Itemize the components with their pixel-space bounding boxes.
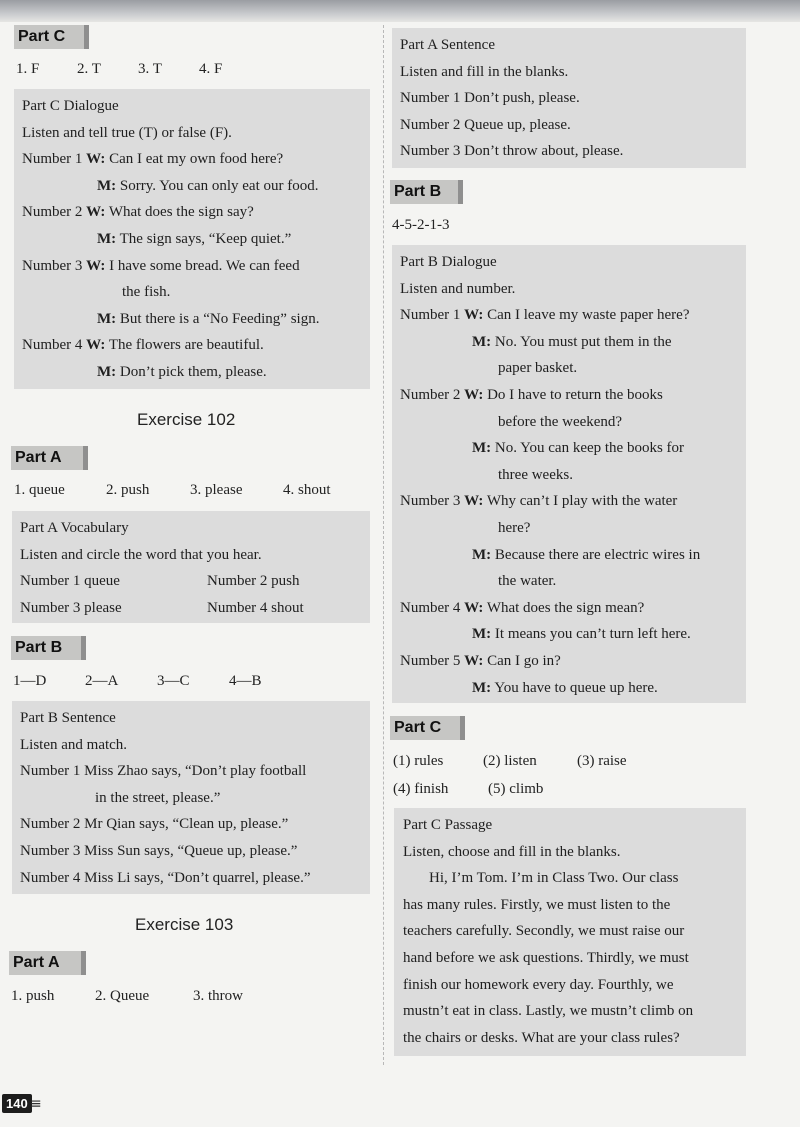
speaker-m: M: xyxy=(97,363,117,380)
dialogue-line-cont: paper basket. xyxy=(498,360,578,377)
dialogue-list xyxy=(400,302,738,701)
answer-item: (4) finish xyxy=(393,781,449,797)
dialogue-line xyxy=(22,359,362,386)
dialogue-line xyxy=(400,621,738,648)
sentence-line: Number 3 Miss Sun says, “Queue up, please.” xyxy=(20,842,298,859)
vocab-item: Number 2 push xyxy=(207,573,300,590)
speaker-w: W: xyxy=(86,257,106,274)
passage-line: hand before we ask questions. Thirdly, we must xyxy=(403,949,689,966)
speaker-number: Number 4 xyxy=(400,599,461,616)
speaker-w: W: xyxy=(86,151,106,168)
passage-line: has many rules. Firstly, we must listen to the xyxy=(403,896,671,913)
dialogue-line xyxy=(22,306,362,333)
line-text: The sign says, “Keep quiet.” xyxy=(119,230,292,247)
answer-item: 1. push xyxy=(11,988,55,1004)
line-text: Do I have to return the books xyxy=(487,386,663,403)
sentence-line: Number 1 Miss Zhao says, “Don’t play football xyxy=(20,763,307,780)
answer-item: 4. shout xyxy=(283,482,331,498)
answer-item: 2. push xyxy=(106,482,150,498)
line-text: But there is a “No Feeding” sign. xyxy=(119,310,320,327)
exercise-102-title: Exercise 102 xyxy=(137,410,236,429)
passage-line: Hi, I’m Tom. I’m in Class Two. Our class xyxy=(429,870,679,887)
answer-item: (5) climb xyxy=(488,781,544,797)
line-text: No. You can keep the books for xyxy=(494,440,685,457)
box-instruction: Listen and tell true (T) or false (F). xyxy=(22,124,232,141)
speaker-number: Number 3 xyxy=(22,257,83,274)
line-text: It means you can’t turn left here. xyxy=(494,626,691,643)
speaker-w: W: xyxy=(464,386,484,403)
dialogue-line-cont: before the weekend? xyxy=(498,413,623,430)
line-text: What does the sign say? xyxy=(108,204,254,221)
dialogue-line xyxy=(400,648,738,675)
speaker-m: M: xyxy=(97,310,117,327)
answer-item: 2—A xyxy=(85,673,119,689)
line-text: The flowers are beautiful. xyxy=(108,337,264,354)
dialogue-line-cont: the water. xyxy=(498,573,557,590)
line-text: Can I leave my waste paper here? xyxy=(487,307,690,324)
part-a-vocabulary-box xyxy=(12,511,370,623)
part-b-sentence-box xyxy=(12,701,370,894)
speaker-w: W: xyxy=(464,652,484,669)
line-text: I have some bread. We can feed xyxy=(109,257,300,274)
vocab-row xyxy=(20,595,362,622)
passage-line: mustn’t eat in class. Lastly, we mustn’t climb on xyxy=(403,1003,694,1020)
exercise-103-title: Exercise 103 xyxy=(135,915,234,934)
speaker-m: M: xyxy=(472,546,492,563)
dialogue-line xyxy=(22,173,362,200)
sentence-line: Number 2 Mr Qian says, “Clean up, please.” xyxy=(20,816,289,833)
passage-line: teachers carefully. Secondly, we must raise our xyxy=(403,923,685,940)
speaker-w: W: xyxy=(464,493,484,510)
dialogue-line xyxy=(400,488,738,515)
box-title: Part A Vocabulary xyxy=(20,520,129,536)
speaker-m: M: xyxy=(472,679,492,696)
dialogue-line xyxy=(22,332,362,359)
speaker-w: W: xyxy=(464,599,484,616)
page-number-arrow-icon: ≡ xyxy=(30,1096,42,1112)
part-c-tag: Part C xyxy=(14,25,84,49)
part-c-tag: Part C xyxy=(390,716,460,740)
line-text: Don’t pick them, please. xyxy=(119,363,267,380)
vocab-item: Number 1 queue xyxy=(20,573,120,590)
page-number: 140 xyxy=(2,1094,32,1113)
answer-item: 2. Queue xyxy=(95,988,150,1004)
speaker-number: Number 5 xyxy=(400,652,461,669)
box-instruction: Listen and fill in the blanks. xyxy=(400,63,569,80)
speaker-m: M: xyxy=(472,626,492,643)
answer-item: 1. queue xyxy=(14,482,65,498)
dialogue-line xyxy=(400,302,738,329)
answer-item: 1. F xyxy=(16,61,40,77)
dialogue-line xyxy=(400,435,738,462)
answer-item: 3. throw xyxy=(193,988,243,1004)
column-divider xyxy=(383,25,384,1065)
box-instruction: Listen and match. xyxy=(20,736,128,753)
speaker-m: M: xyxy=(472,440,492,457)
answer-item: 3. please xyxy=(190,482,243,498)
dialogue-line-cont: three weeks. xyxy=(498,466,573,483)
part-b-tag: Part B xyxy=(11,636,81,660)
part-a-tag: Part A xyxy=(11,446,83,470)
speaker-number: Number 3 xyxy=(400,493,461,510)
answer-item: 1—D xyxy=(13,673,47,689)
box-title: Part C Dialogue xyxy=(22,98,119,114)
speaker-number: Number 1 xyxy=(22,151,83,168)
dialogue-line xyxy=(400,675,738,702)
dialogue-line xyxy=(22,253,362,280)
sentence-line: Number 1 Don’t push, please. xyxy=(400,90,580,107)
top-photo-edge xyxy=(0,0,800,22)
dialogue-line-cont: the fish. xyxy=(122,284,171,301)
sentence-line-cont: in the street, please.” xyxy=(95,789,221,806)
line-text: Why can’t I play with the water xyxy=(486,493,678,510)
dialogue-line xyxy=(400,329,738,356)
dialogue-line xyxy=(400,542,738,569)
dialogue-line-cont: here? xyxy=(498,519,531,536)
part-b-answer: 4-5-2-1-3 xyxy=(392,217,450,233)
box-title: Part B Dialogue xyxy=(400,254,497,270)
vocab-row xyxy=(20,568,362,595)
speaker-number: Number 4 xyxy=(22,337,83,354)
answer-item: 4. F xyxy=(199,61,223,77)
passage-line: the chairs or desks. What are your class rules? xyxy=(403,1029,680,1046)
box-title: Part C Passage xyxy=(403,817,493,833)
vocab-item: Number 4 shout xyxy=(207,599,304,616)
part-c-passage-box xyxy=(394,808,746,1056)
line-text: Sorry. You can only eat our food. xyxy=(119,177,319,194)
box-instruction: Listen and circle the word that you hear. xyxy=(20,546,262,563)
speaker-m: M: xyxy=(97,230,117,247)
box-instruction: Listen, choose and fill in the blanks. xyxy=(403,843,621,860)
box-title: Part B Sentence xyxy=(20,710,116,726)
speaker-w: W: xyxy=(86,204,106,221)
speaker-m: M: xyxy=(472,333,492,350)
line-text: What does the sign mean? xyxy=(486,599,645,616)
answer-item: 3. T xyxy=(138,61,162,77)
line-text: Because there are electric wires in xyxy=(494,546,701,563)
speaker-number: Number 2 xyxy=(400,386,461,403)
speaker-number: Number 2 xyxy=(22,204,83,221)
line-text: Can I eat my own food here? xyxy=(109,151,284,168)
speaker-w: W: xyxy=(86,337,106,354)
vocab-item: Number 3 please xyxy=(20,599,122,616)
dialogue-line xyxy=(22,226,362,253)
answer-item: 4—B xyxy=(229,673,262,689)
dialogue-line xyxy=(400,595,738,622)
sentence-line: Number 3 Don’t throw about, please. xyxy=(400,143,624,160)
speaker-number: Number 1 xyxy=(400,307,461,324)
line-text: Can I go in? xyxy=(487,652,561,669)
part-a-sentence-box xyxy=(392,28,746,168)
speaker-m: M: xyxy=(97,177,117,194)
answer-item: (3) raise xyxy=(577,753,627,769)
box-title: Part A Sentence xyxy=(400,37,495,53)
dialogue-line xyxy=(22,199,362,226)
answer-item: (2) listen xyxy=(483,753,537,769)
sentence-line: Number 2 Queue up, please. xyxy=(400,116,571,133)
line-text: You have to queue up here. xyxy=(494,679,658,696)
sentence-line: Number 4 Miss Li says, “Don’t quarrel, please.” xyxy=(20,869,311,886)
answer-item: 3—C xyxy=(157,673,190,689)
passage-line: finish our homework every day. Fourthly, we xyxy=(403,976,674,993)
part-a-tag: Part A xyxy=(9,951,81,975)
line-text: No. You must put them in the xyxy=(494,333,672,350)
answer-item: (1) rules xyxy=(393,753,444,769)
dialogue-line xyxy=(22,146,362,173)
part-c-dialogue-box xyxy=(14,89,370,389)
answer-item: 2. T xyxy=(77,61,101,77)
part-b-dialogue-box xyxy=(392,245,746,703)
speaker-w: W: xyxy=(464,307,484,324)
part-b-tag: Part B xyxy=(390,180,458,204)
box-instruction: Listen and number. xyxy=(400,280,516,297)
dialogue-line xyxy=(400,382,738,409)
